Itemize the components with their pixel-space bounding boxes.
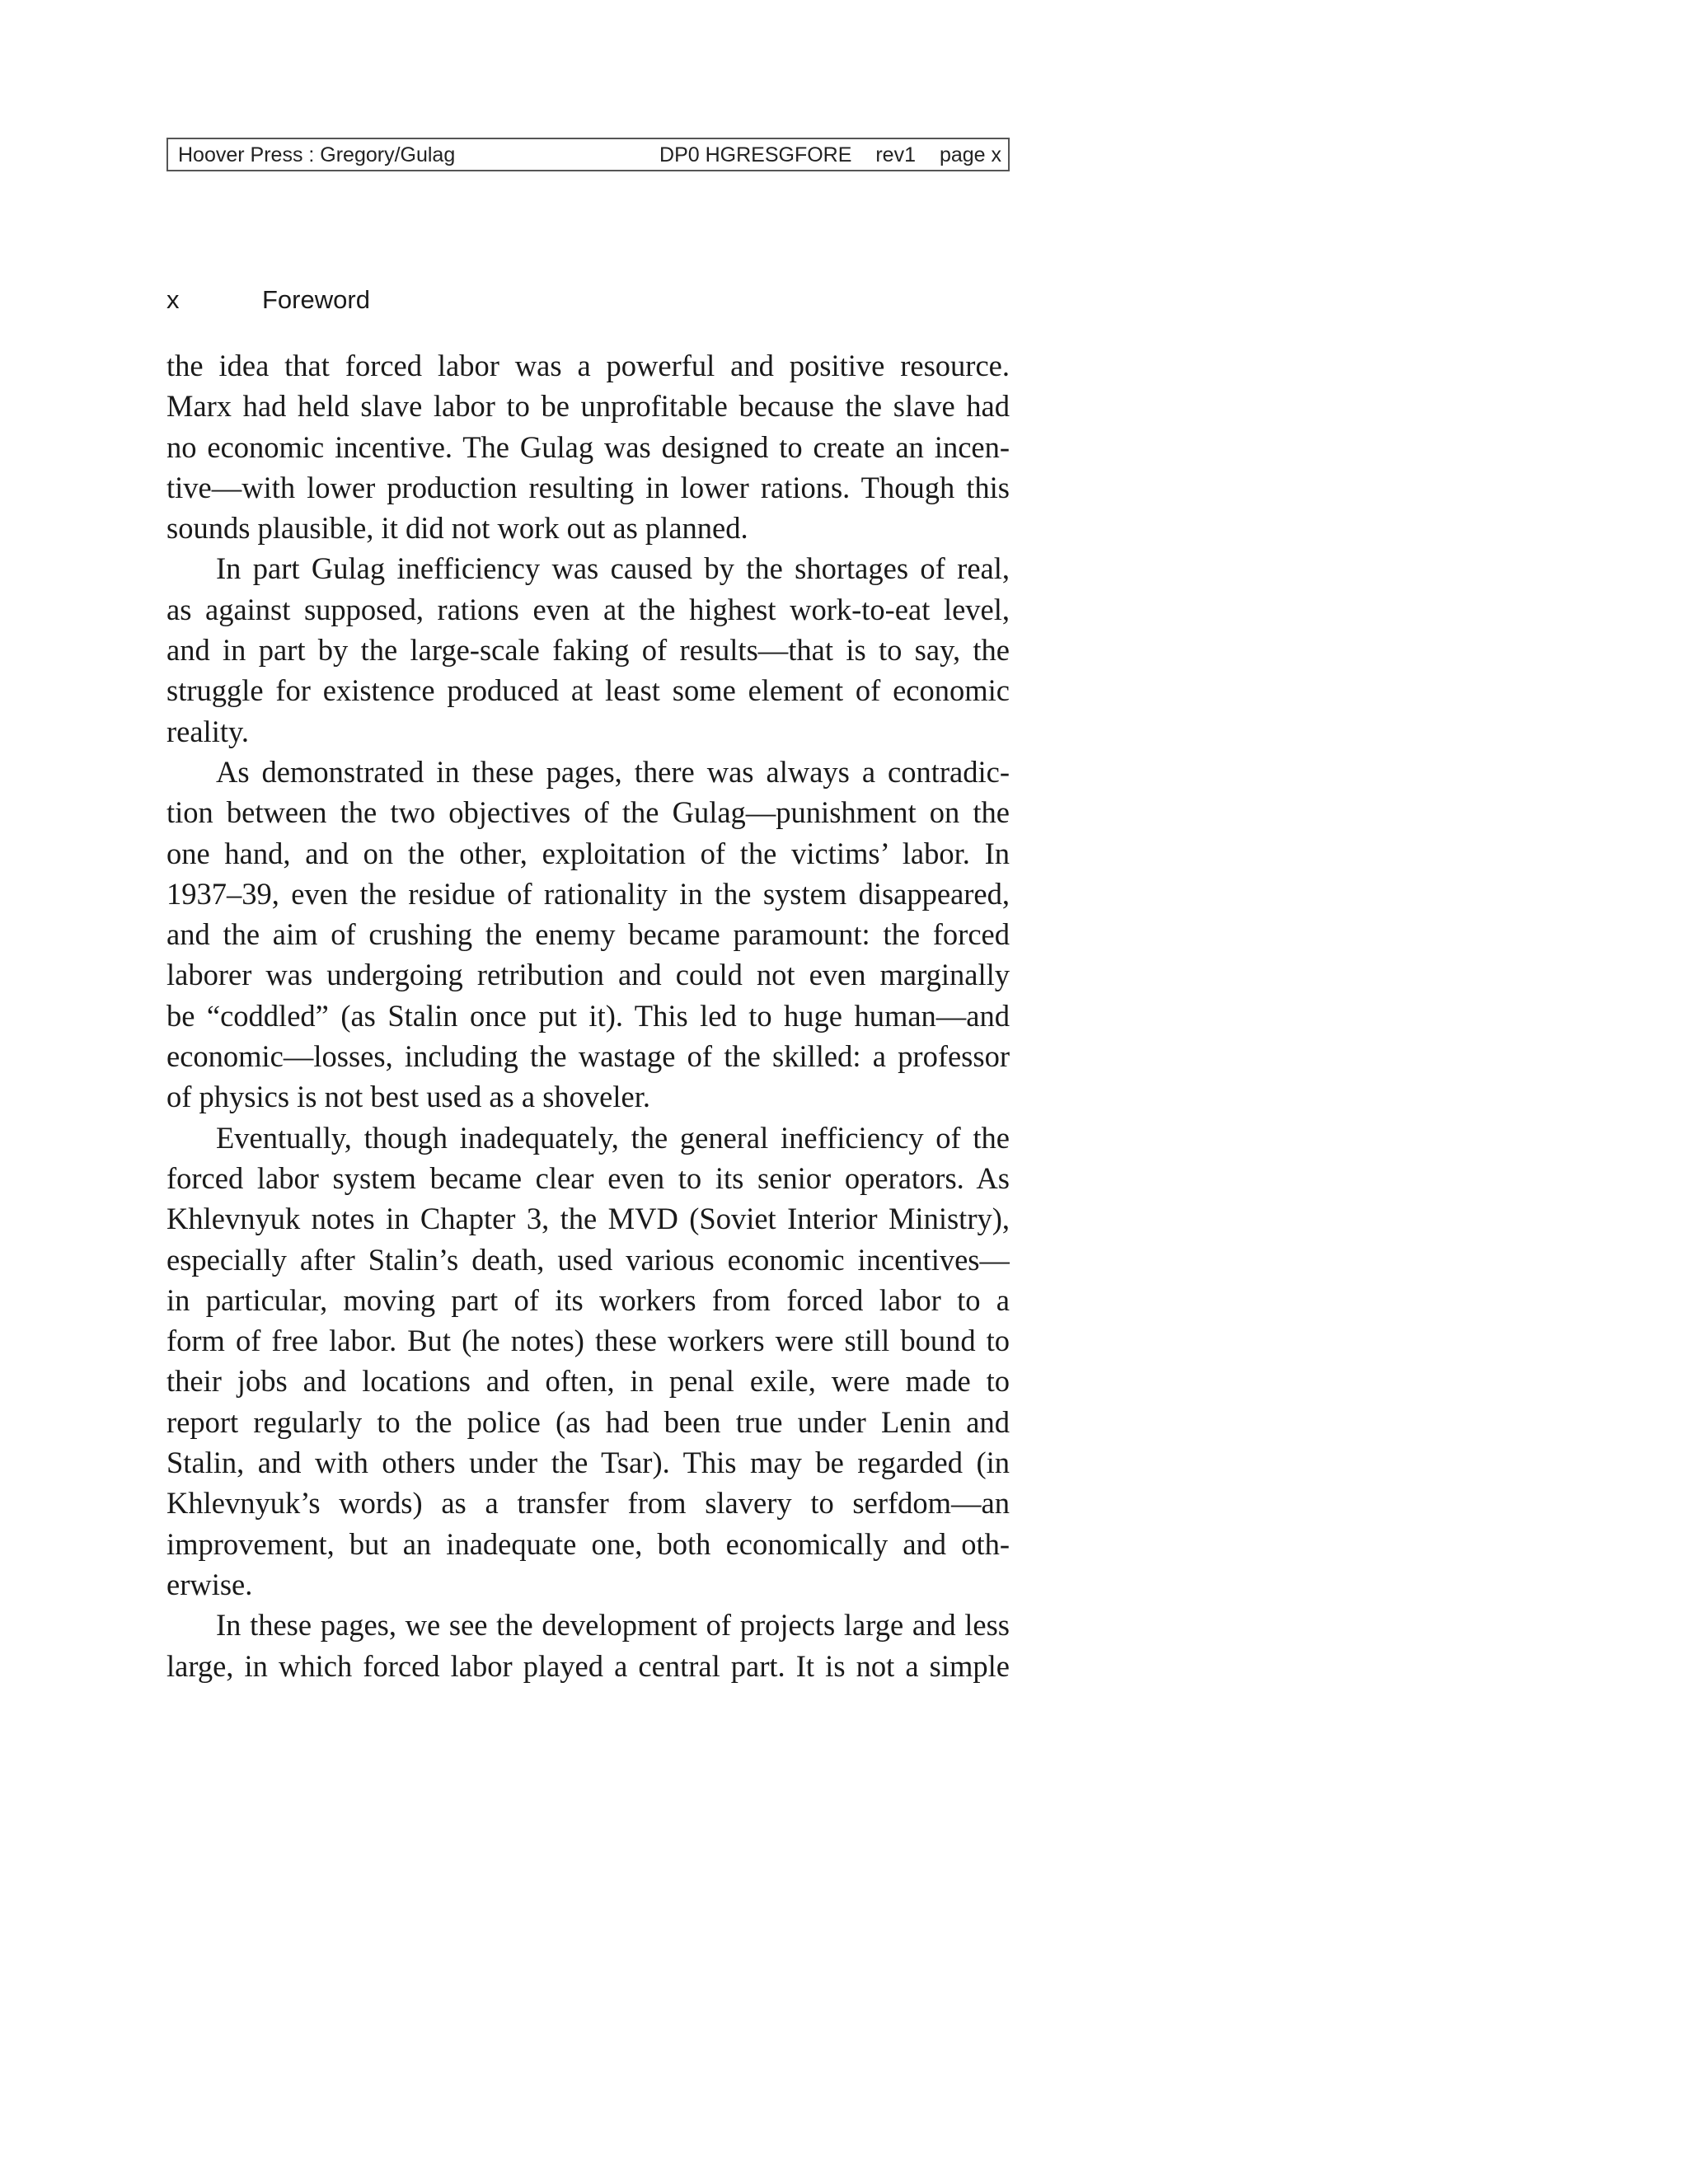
text-line: of physics is not best used as a shoveler.	[166, 1080, 650, 1114]
page-number: x	[166, 285, 180, 314]
slug-rev: rev1	[875, 143, 916, 166]
text-line: no economic incentive. The Gulag was designed to create an incen-	[166, 429, 1010, 464]
slug-meta	[659, 140, 1001, 171]
slug-page: page x	[939, 143, 1001, 166]
text-line: tion between the two objectives of the Gulag—punishment on the	[166, 795, 1010, 830]
text-line: form of free labor. But (he notes) these workers were still bound to	[166, 1324, 1010, 1358]
text-line: and the aim of crushing the enemy became paramount: the forced	[166, 917, 1010, 952]
text-line: report regularly to the police (as had been true under Lenin and	[166, 1404, 1010, 1439]
text-line: 1937–39, even the residue of rationality in the system disappeared,	[166, 876, 1010, 911]
text-line: As demonstrated in these pages, there was always a contradic-	[216, 754, 1010, 789]
text-line: Marx had held slave labor to be unprofitable because the slave had	[166, 389, 1010, 424]
text-line: and in part by the large-scale faking of results—that is to say, the	[166, 633, 1010, 668]
text-line: forced labor system became clear even to its senior operators. As	[166, 1160, 1010, 1195]
text-line: especially after Stalin’s death, used various economic incentives—	[166, 1242, 1010, 1277]
print-slug	[166, 138, 1010, 171]
text-line: laborer was undergoing retribution and could not even marginally	[166, 958, 1010, 992]
text-line: tive—with lower production resulting in lower rations. Though this	[166, 470, 1010, 504]
text-line: improvement, but an inadequate one, both economically and oth-	[166, 1526, 1010, 1561]
section-title: Foreword	[262, 285, 370, 314]
text-line: reality.	[166, 714, 249, 748]
slug-code: DP0 HGRESGFORE	[659, 143, 852, 166]
text-line: one hand, and on the other, exploitation of the victims’ labor. In	[166, 836, 1010, 870]
body-text	[166, 345, 1010, 1686]
text-line: sounds plausible, it did not work out as planned.	[166, 511, 748, 546]
text-line: erwise.	[166, 1567, 253, 1601]
text-line: Stalin, and with others under the Tsar). This may be regarded (in	[166, 1446, 1010, 1480]
text-line: in particular, moving part of its workers from forced labor to a	[166, 1282, 1010, 1317]
text-line: be “coddled” (as Stalin once put it). This led to huge human—and	[166, 998, 1010, 1033]
slug-title: Hoover Press : Gregory/Gulag	[178, 143, 456, 166]
text-line: Khlevnyuk’s words) as a transfer from slavery to serfdom—an	[166, 1486, 1010, 1521]
text-line: Eventually, though inadequately, the general inefficiency of the	[216, 1120, 1010, 1155]
text-line: their jobs and locations and often, in penal exile, were made to	[166, 1364, 1010, 1399]
running-head	[166, 284, 370, 316]
text-line: Khlevnyuk notes in Chapter 3, the MVD (Soviet Interior Ministry),	[166, 1202, 1010, 1236]
text-line: large, in which forced labor played a central part. It is not a simple	[166, 1648, 1010, 1683]
text-line: economic—losses, including the wastage of the skilled: a professor	[166, 1039, 1010, 1074]
text-line: In part Gulag inefficiency was caused by the shortages of real,	[216, 551, 1010, 586]
text-line: struggle for existence produced at least some element of economic	[166, 673, 1010, 708]
text-line: as against supposed, rations even at the highest work-to-eat level,	[166, 592, 1010, 626]
text-line: In these pages, we see the development of projects large and less	[216, 1608, 1010, 1643]
text-line: the idea that forced labor was a powerful and positive resource.	[166, 349, 1010, 382]
